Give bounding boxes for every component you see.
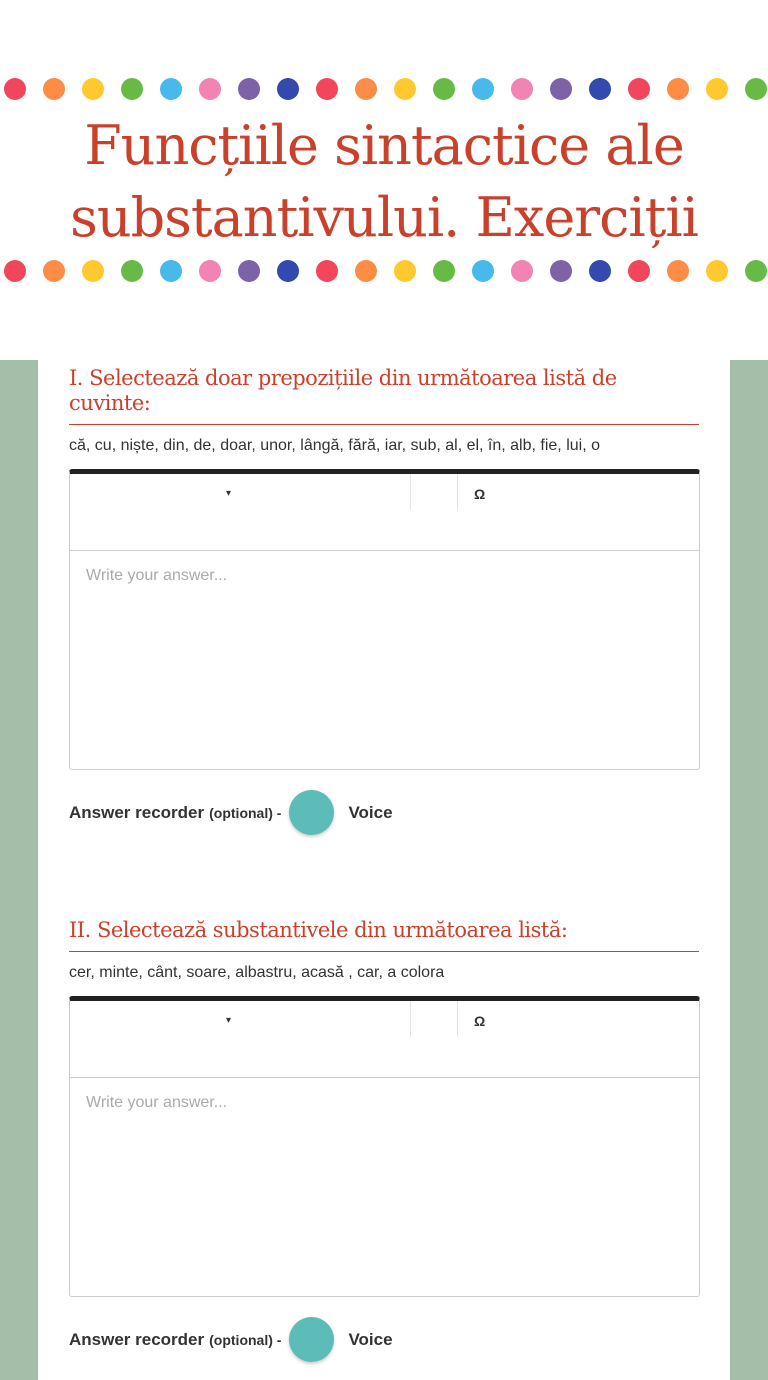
dot: [82, 260, 104, 282]
dot: [511, 78, 533, 100]
dot: [706, 78, 728, 100]
decorative-dots-top: [4, 78, 767, 100]
dot: [706, 260, 728, 282]
dot: [511, 260, 533, 282]
dot: [394, 78, 416, 100]
dot: [277, 78, 299, 100]
dot: [589, 78, 611, 100]
dot: [433, 78, 455, 100]
record-button[interactable]: [289, 1317, 334, 1362]
format-dropdown[interactable]: ▾: [226, 488, 232, 499]
special-characters-button[interactable]: Ω: [474, 1013, 486, 1029]
dot: [160, 78, 182, 100]
dot: [589, 260, 611, 282]
dot: [4, 260, 26, 282]
answer-recorder: [69, 1317, 699, 1362]
dot: [667, 78, 689, 100]
question-text: că, cu, niște, din, de, doar, unor, lângă, fără, iar, sub, al, el, în, alb, fie, lui, o: [69, 437, 600, 454]
answer-recorder: [69, 790, 699, 835]
dot: [550, 78, 572, 100]
page-title: Funcțiile sintactice ale substantivului. Exerciții: [70, 114, 698, 249]
dot: [4, 78, 26, 100]
dot: [121, 260, 143, 282]
question-1: [69, 366, 699, 835]
recorder-label: Answer recorder: [69, 1329, 205, 1349]
question-title: II. Selectează substantivele din următoarea listă:: [69, 918, 699, 952]
dot: [355, 260, 377, 282]
dot: [43, 78, 65, 100]
voice-label: Voice: [348, 802, 393, 822]
dot: [433, 260, 455, 282]
dot: [238, 78, 260, 100]
recorder-optional: (optional) -: [209, 1331, 282, 1348]
dot: [394, 260, 416, 282]
dot: [238, 260, 260, 282]
dot: [316, 260, 338, 282]
question-title: I. Selectează doar prepozițiile din următoarea listă de cuvinte:: [69, 366, 699, 425]
dot: [550, 260, 572, 282]
dot: [472, 78, 494, 100]
question-text: cer, minte, cânt, soare, albastru, acasă , car, a colora: [69, 964, 445, 981]
dot: [121, 78, 143, 100]
worksheet-card: [38, 360, 730, 1380]
dot: [472, 260, 494, 282]
answer-editor: [69, 469, 700, 770]
record-button[interactable]: [289, 790, 334, 835]
editor-toolbar: [70, 474, 699, 551]
dot: [667, 260, 689, 282]
answer-input[interactable]: Write your answer...: [86, 1094, 228, 1111]
dot: [82, 78, 104, 100]
answer-input[interactable]: Write your answer...: [86, 567, 228, 584]
dot: [355, 78, 377, 100]
dot: [199, 78, 221, 100]
decorative-dots-bottom: [4, 260, 767, 282]
dot: [745, 78, 767, 100]
recorder-optional: (optional) -: [209, 804, 282, 821]
dot: [628, 78, 650, 100]
dot: [628, 260, 650, 282]
question-2: [69, 918, 699, 1362]
dot: [316, 78, 338, 100]
dot: [160, 260, 182, 282]
special-characters-button[interactable]: Ω: [474, 486, 486, 502]
dot: [43, 260, 65, 282]
recorder-label: Answer recorder: [69, 802, 205, 822]
answer-editor: [69, 996, 700, 1297]
dot: [199, 260, 221, 282]
dot: [277, 260, 299, 282]
format-dropdown[interactable]: ▾: [226, 1015, 232, 1026]
editor-toolbar: [70, 1001, 699, 1078]
dot: [745, 260, 767, 282]
voice-label: Voice: [348, 1329, 393, 1349]
